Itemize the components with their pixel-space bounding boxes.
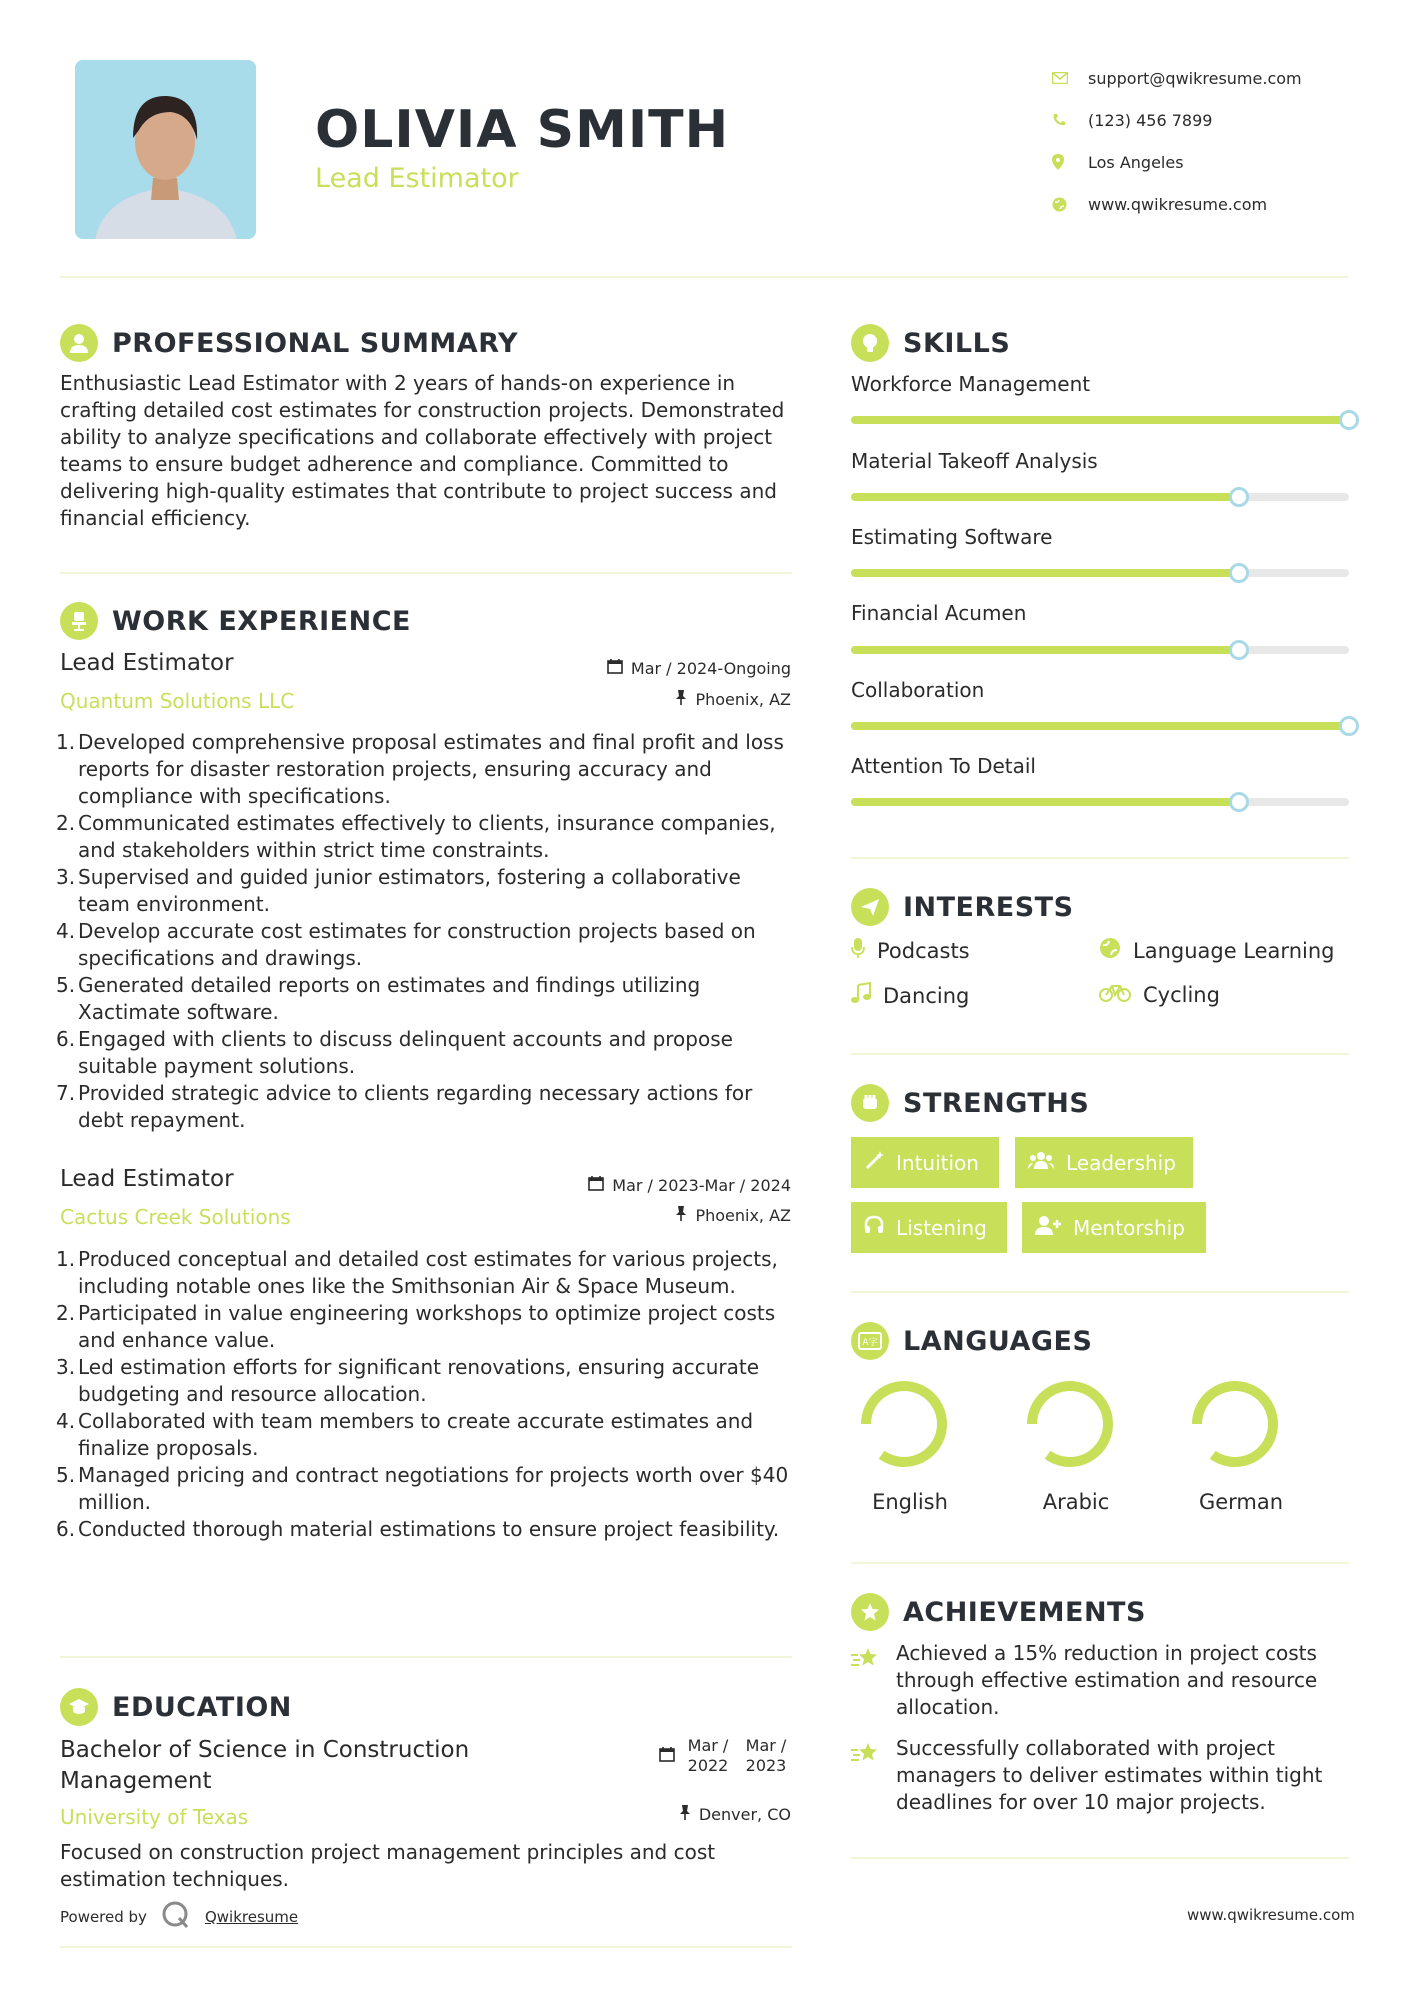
interest-item: Podcasts [851, 937, 970, 964]
strength-chip: Mentorship [1022, 1202, 1206, 1253]
experience-heading [60, 602, 411, 640]
achievements-divider [851, 1857, 1349, 1859]
contact-email[interactable] [1052, 57, 1302, 99]
powered-by [60, 1900, 298, 1934]
strengths-title: STRENGTHS [903, 1087, 1090, 1119]
skill-bar-knob [1229, 487, 1249, 507]
candidate-title: Lead Estimator [315, 163, 519, 194]
qwikresume-link[interactable]: Qwikresume [204, 1908, 299, 1926]
languages-heading [851, 1322, 1092, 1360]
skill-bar-fill [851, 722, 1349, 730]
skill-label: Attention To Detail [851, 754, 1036, 778]
summary-heading [60, 324, 518, 362]
skill-bar-fill [851, 569, 1239, 577]
job-company: Quantum Solutions LLC [60, 689, 295, 713]
language-icon [851, 1322, 889, 1360]
language-ring [1190, 1379, 1280, 1469]
achievement-item: Successfully collaborated with project managers to deliver estimates within tight deadlines for over 10 major projects. [896, 1736, 1323, 1814]
strengths-heading [851, 1084, 1089, 1122]
skills-heading [851, 324, 1010, 362]
pushpin-icon [675, 1206, 687, 1225]
strength-chip: Listening [851, 1202, 1007, 1253]
skill-bar [851, 416, 1349, 424]
list-item: 1. Produced conceptual and detailed cost estimates for various projects, including notable ones like the Smithsonian Air & Space Museum. [56, 1247, 778, 1298]
achievement-item: Achieved a 15% reduction in project costs through effective estimation and resource allocation. [896, 1641, 1318, 1719]
job-title: Lead Estimator [60, 1166, 234, 1192]
interest-item: Cycling [1099, 982, 1220, 1007]
user-icon [60, 324, 98, 362]
envelope-icon [1052, 72, 1088, 84]
summary-title: PROFESSIONAL SUMMARY [112, 327, 519, 359]
contact-phone[interactable] [1052, 99, 1302, 141]
skills-title: SKILLS [903, 327, 1011, 359]
powered-by-label: Powered by [60, 1908, 147, 1926]
interests-title: INTERESTS [903, 891, 1074, 923]
interests-heading [851, 888, 1074, 926]
list-item: 1. Developed comprehensive proposal estimates and final profit and loss reports for disaster restoration projects, ensuring accuracy and compliance with specifications. [56, 730, 784, 808]
education-heading [60, 1688, 292, 1726]
job-dates: Mar / 2023-Mar / 2024 [480, 1175, 791, 1195]
job-company: Cactus Creek Solutions [60, 1205, 291, 1229]
pushpin-icon [679, 1805, 691, 1824]
job-bullets [58, 1246, 795, 1543]
headphones-icon [864, 1215, 884, 1240]
interest-item: Dancing [851, 982, 969, 1009]
list-item: 3. Supervised and guided junior estimators, fostering a collaborative team environment. [56, 865, 741, 916]
skill-label: Workforce Management [851, 372, 1091, 396]
degree-title: Bachelor of Science in Construction Management [60, 1737, 470, 1794]
language-label: Arabic [1042, 1490, 1110, 1514]
calendar-icon [607, 658, 623, 678]
language-label: English [872, 1490, 948, 1514]
experience-divider [60, 1656, 792, 1658]
education-divider [60, 1946, 792, 1948]
list-item: 2. Participated in value engineering workshops to optimize project costs and enhance value. [56, 1301, 776, 1352]
list-item: 4. Develop accurate cost estimates for construction projects based on specifications and drawings. [56, 919, 756, 970]
skill-bar-knob [1229, 640, 1249, 660]
profile-photo [75, 60, 256, 239]
education-location: Denver, CO [600, 1805, 791, 1824]
education-dates [600, 1736, 791, 1776]
skill-bar [851, 722, 1349, 730]
interest-item: Language Learning [1099, 937, 1334, 964]
footer-site[interactable]: www.qwikresume.com [1187, 1906, 1355, 1924]
music-note-icon [851, 982, 871, 1009]
language-label: German [1198, 1490, 1284, 1514]
skill-bar-fill [851, 646, 1239, 654]
user-plus-icon [1035, 1215, 1061, 1240]
education-start-date: Mar / 2022 [687, 1736, 729, 1775]
skill-bar-fill [851, 493, 1239, 501]
list-item: 4. Collaborated with team members to create accurate estimates and finalize proposals. [56, 1409, 754, 1460]
skill-label: Financial Acumen [851, 601, 1027, 625]
list-item: 3. Led estimation efforts for significant renovations, ensuring accurate budgeting and resource allocation. [56, 1355, 759, 1406]
strength-chip: Intuition [851, 1137, 999, 1188]
contact-location [1052, 141, 1302, 183]
skill-bar-fill [851, 798, 1239, 806]
list-item: 6. Conducted thorough material estimations to ensure project feasibility. [56, 1517, 780, 1541]
languages-title: LANGUAGES [903, 1325, 1093, 1357]
phone-text: (123) 456 7899 [1088, 110, 1213, 130]
job-location: Phoenix, AZ [480, 1206, 791, 1225]
star-icon [851, 1646, 881, 1674]
phone-icon [1052, 113, 1088, 127]
education-description: Focused on construction project management principles and cost estimation techniques. [60, 1840, 716, 1891]
qwikresume-logo-icon [161, 1900, 191, 1934]
job-dates: Mar / 2024-Ongoing [480, 658, 791, 678]
paper-plane-icon [851, 888, 889, 926]
skill-bar [851, 569, 1349, 577]
graduation-cap-icon [60, 1688, 98, 1726]
website-text: www.qwikresume.com [1088, 194, 1268, 214]
svg-text:A字: A字 [862, 1338, 878, 1348]
location-text: Los Angeles [1088, 152, 1184, 172]
skill-bar-knob [1339, 716, 1359, 736]
summary-text: Enthusiastic Lead Estimator with 2 years of hands-on experience in crafting detailed cost estimates for construction projects. Demonstrated ability to analyze specifications and collaborate effectively with project teams to ensure budget adherence and compliance. Committed to delivering high-quality estimates that contribute to project success and financial efficiency. [60, 371, 785, 530]
skill-bar [851, 493, 1349, 501]
contact-website[interactable] [1052, 183, 1302, 225]
strengths-divider [851, 1291, 1349, 1293]
education-end-date: Mar / 2023 [745, 1736, 787, 1775]
strength-chip: Leadership [1015, 1137, 1193, 1188]
pushpin-icon [675, 690, 687, 709]
email-text: support@qwikresume.com [1088, 68, 1302, 88]
job-title: Lead Estimator [60, 650, 234, 676]
globe-icon [1099, 937, 1121, 964]
job-location: Phoenix, AZ [480, 690, 791, 709]
skills-divider [851, 857, 1349, 859]
globe-icon [1052, 197, 1088, 212]
skill-label: Collaboration [851, 678, 985, 702]
list-item: 6. Engaged with clients to discuss delinquent accounts and propose suitable payment solutions. [56, 1027, 733, 1078]
language-ring [859, 1379, 949, 1469]
skill-bar-knob [1229, 563, 1249, 583]
skill-label: Material Takeoff Analysis [851, 449, 1098, 473]
skill-bar [851, 798, 1349, 806]
list-item: 5. Generated detailed reports on estimates and findings utilizing Xactimate software. [56, 973, 701, 1024]
header-divider [60, 276, 1348, 278]
skill-bar-fill [851, 416, 1349, 424]
fist-icon [851, 1084, 889, 1122]
microphone-icon [851, 937, 865, 964]
interests-divider [851, 1053, 1349, 1055]
education-title: EDUCATION [112, 1691, 292, 1723]
experience-title: WORK EXPERIENCE [112, 605, 411, 637]
achievements-title: ACHIEVEMENTS [903, 1596, 1146, 1628]
map-pin-icon [1052, 154, 1088, 170]
skill-label: Estimating Software [851, 525, 1053, 549]
calendar-icon [659, 1746, 675, 1766]
achievements-heading [851, 1593, 1146, 1631]
job-bullets [58, 729, 795, 1134]
skill-bar [851, 646, 1349, 654]
lightbulb-icon [851, 324, 889, 362]
skill-bar-knob [1339, 410, 1359, 430]
magic-wand-icon [864, 1150, 884, 1175]
skill-bar-knob [1229, 792, 1249, 812]
briefcase-chair-icon [60, 602, 98, 640]
list-item: 2. Communicated estimates effectively to clients, insurance companies, and stakeholders within strict time constraints. [56, 811, 776, 862]
school-name: University of Texas [60, 1805, 249, 1829]
language-ring [1025, 1379, 1115, 1469]
bicycle-icon [1099, 982, 1131, 1007]
languages-divider [851, 1562, 1349, 1564]
summary-divider [60, 572, 792, 574]
star-badge-icon [851, 1593, 889, 1631]
contact-block [1052, 57, 1302, 225]
list-item: 5. Managed pricing and contract negotiations for projects worth over $40 million. [56, 1463, 789, 1514]
list-item: 7. Provided strategic advice to clients regarding necessary actions for debt repayment. [56, 1081, 753, 1132]
candidate-name: OLIVIA SMITH [315, 100, 730, 160]
users-icon [1028, 1150, 1054, 1175]
star-icon [851, 1741, 881, 1769]
calendar-icon [588, 1175, 604, 1195]
